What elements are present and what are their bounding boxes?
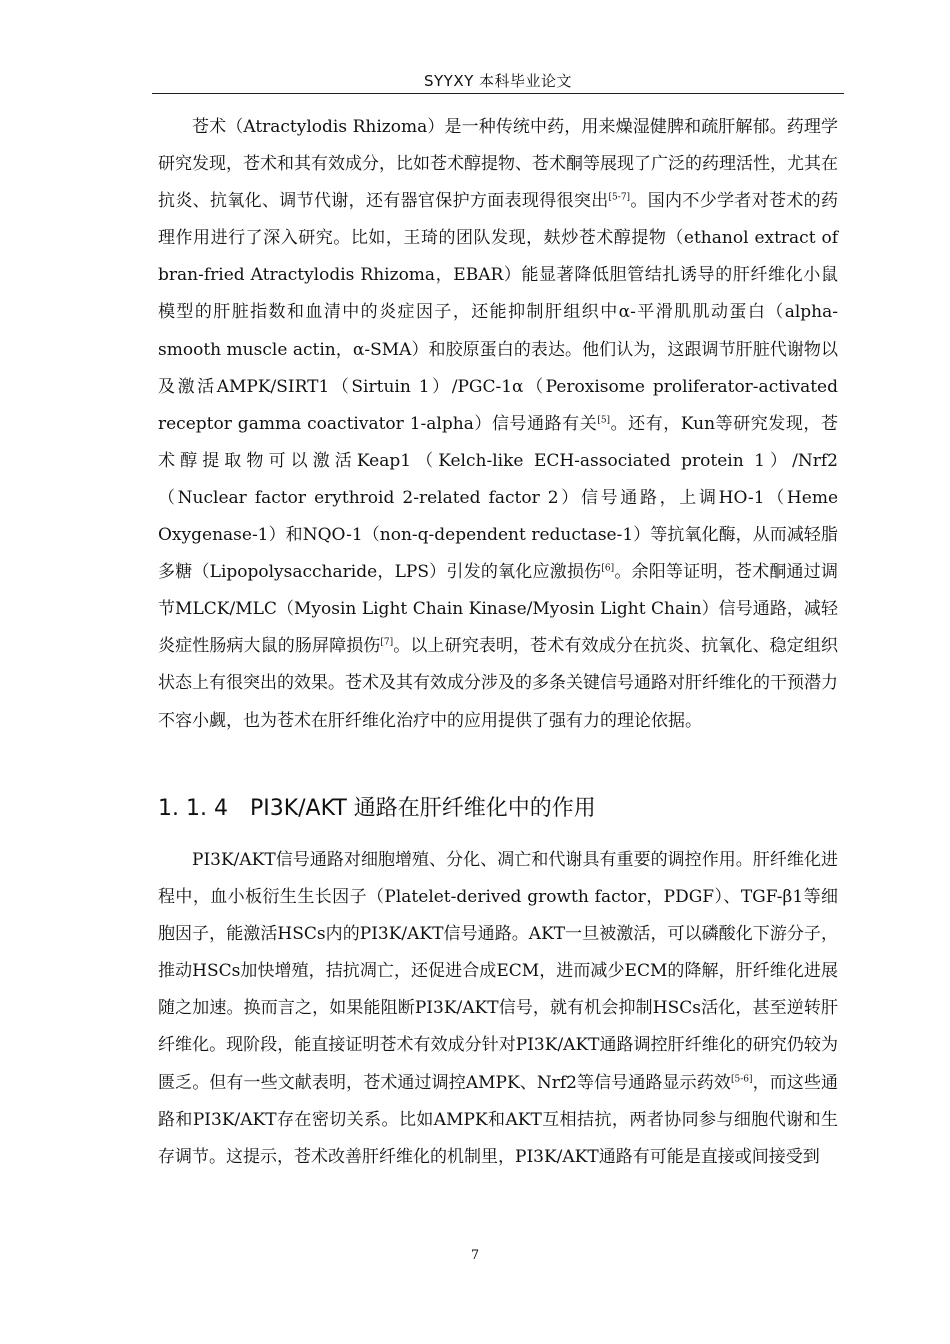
text-run: 苍术（Atractylodis Rhizoma）是一种传统中药，用来燥湿健脾和疏肝解郁。药理学研究发现，苍术和其有效成分，比如苍术醇提物、苍术酮等展现了广泛的药理活性，尤其在抗炎、抗氧化、调节代谢，还有器官保护方面表现得很突出	[158, 117, 838, 212]
text-run: 。国内不少学者对苍术的药理作用进行了深入研究。比如，王琦的团队发现，麸炒苍术醇提物（ethanol extract of bran-fried Atractylodis Rhizoma，EBAR）能显著降低胆管结扎诱导的肝纤维化小鼠模型的肝脏指数和血清中的炎症因子，还能抑制肝组织中α-平滑肌肌动蛋白（alpha-smooth muscle actin，α-SMA）和胶原蛋白的表达。他们认为，这跟调节肝脏代谢物以及激活AMPK/SIRT1（Sirtuin 1）/PGC-1α（Peroxisome proliferator-activated receptor gamma coactivator 1-alpha）信号通路有关	[158, 191, 839, 434]
citation: [5]	[597, 415, 611, 426]
section-heading	[158, 794, 596, 824]
citation: [5-7]	[608, 192, 631, 203]
citation: [5-6]	[730, 1073, 753, 1084]
citation: [7]	[380, 637, 394, 648]
text-run: 。余阳等证明，苍术酮通过调节MLCK/MLC（Myosin Light Chain Kinase/Myosin Light Chain）信号通路，减轻炎症性肠病大鼠的肠屏障损伤	[158, 562, 838, 657]
section-title: PI3K/AKT 通路在肝纤维化中的作用	[249, 796, 596, 821]
text-run: ，而这些通路和PI3K/AKT存在密切关系。比如AMPK和AKT互相拮抗，两者协同参与细胞代谢和生存调节。这提示，苍术改善肝纤维化的机制里，PI3K/AKT通路有可能是直接或间接受到	[158, 1072, 839, 1167]
running-header: SYYXY 本科毕业论文	[423, 72, 573, 90]
citation: [6]	[601, 563, 615, 574]
section-number: 1. 1. 4	[158, 796, 228, 821]
paragraph-atractylodis	[158, 109, 838, 740]
text-run: 。以上研究表明，苍术有效成分在抗炎、抗氧化、稳定组织状态上有很突出的效果。苍术及其有效成分涉及的多条关键信号通路对肝纤维化的干预潜力不容小觑，也为苍术在肝纤维化治疗中的应用提供了强有力的理论依据。	[158, 636, 839, 731]
page-number: 7	[470, 1248, 480, 1263]
header-rule	[152, 93, 844, 94]
text-run: PI3K/AKT信号通路对细胞增殖、分化、凋亡和代谢具有重要的调控作用。肝纤维化进程中，血小板衍生生长因子（Platelet-derived growth factor，PDGF）、TGF-β1等细胞因子，能激活HSCs内的PI3K/AKT信号通路。AKT一旦被激活，可以磷酸化下游分子，推动HSCs加快增殖，拮抗凋亡，还促进合成ECM，进而减少ECM的降解，肝纤维化进展随之加速。换而言之，如果能阻断PI3K/AKT信号，就有机会抑制HSCs活化，甚至逆转肝纤维化。现阶段，能直接证明苍术有效成分针对PI3K/AKT通路调控肝纤维化的研究仍较为匮乏。但有一些文献表明，苍术通过调控AMPK、Nrf2等信号通路显示药效	[158, 850, 838, 1093]
text-run: 。还有，Kun等研究发现，苍术醇提取物可以激活Keap1（Kelch-like ECH-associated protein 1）/Nrf2（Nuclear factor erythroid 2-related factor 2）信号通路，上调HO-1（Heme Oxygenase-1）和NQO-1（non-q-dependent reductase-1）等抗氧化酶，从而减轻脂多糖（Lipopolysaccharide，LPS）引发的氧化应激损伤	[158, 413, 838, 583]
paragraph-pi3k-akt	[158, 842, 838, 1176]
